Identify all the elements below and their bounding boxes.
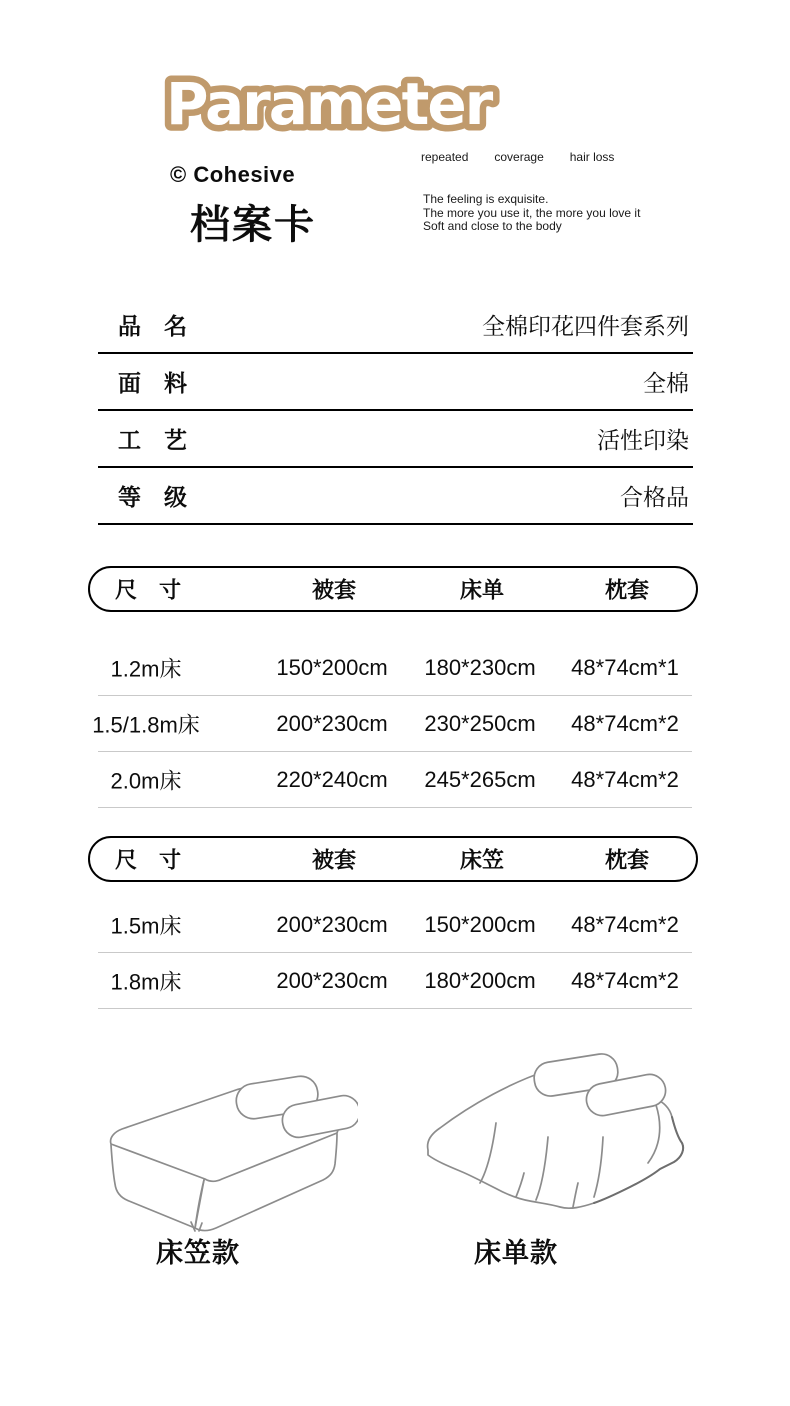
cell-sheet-size: 245*265cm [424, 767, 536, 792]
spec-label: 面 料 [118, 370, 187, 396]
tagline-line: The more you use it, the more you love it [423, 205, 641, 220]
spec-value: 全棉印花四件套系列 [482, 313, 689, 339]
spec-row-grade [98, 468, 693, 525]
cell-sheet-size: 180*230cm [424, 655, 536, 680]
keyword: hair loss [569, 150, 615, 164]
row-divider [98, 807, 692, 808]
column-header-fitted-sheet: 床笠 [459, 847, 505, 873]
parameter-bubble-title [156, 58, 506, 146]
size-table-body [88, 897, 698, 1009]
size-table-body [88, 640, 698, 808]
cell-bed-size: 2.0m床 [110, 768, 182, 794]
size-table-header [88, 566, 698, 612]
figure-caption-flat-sheet: 床单款 [474, 1238, 558, 1268]
row-divider [98, 1008, 692, 1009]
page-title: Parameter [166, 70, 492, 138]
cell-pillow-size: 48*74cm*1 [571, 655, 679, 680]
column-header-duvet-cover: 被套 [311, 847, 357, 873]
spec-value: 合格品 [620, 484, 689, 510]
table-row [88, 953, 698, 1009]
column-header-size: 尺 寸 [114, 847, 182, 873]
cell-duvet-size: 200*230cm [276, 968, 388, 993]
fitted-sheet-bed-illustration [93, 1068, 358, 1238]
cell-pillow-size: 48*74cm*2 [571, 912, 679, 937]
card-name-heading: 档案卡 [190, 203, 316, 247]
table-row [88, 696, 698, 752]
cell-duvet-size: 220*240cm [276, 767, 388, 792]
flat-sheet-bed-illustration [398, 1045, 698, 1230]
spec-row-craft [98, 411, 693, 468]
figure-caption-fitted-sheet: 床笠款 [156, 1238, 240, 1268]
cell-pillow-size: 48*74cm*2 [571, 968, 679, 993]
spec-label: 等 级 [118, 484, 187, 510]
cell-bed-size: 1.5/1.8m床 [92, 712, 200, 738]
keyword: repeated [421, 150, 469, 164]
keyword-list [421, 150, 614, 164]
size-table-header [88, 836, 698, 882]
spec-label: 品 名 [118, 313, 187, 339]
tagline [423, 193, 640, 234]
brand-name: © Cohesive [170, 162, 296, 187]
spec-row-fabric [98, 354, 693, 411]
size-table-flat-sheet [88, 566, 698, 808]
column-header-duvet-cover: 被套 [311, 577, 357, 603]
cell-bed-size: 1.8m床 [110, 969, 182, 995]
tagline-line: Soft and close to the body [423, 219, 562, 233]
cell-sheet-size: 150*200cm [424, 912, 536, 937]
column-header-pillowcase: 枕套 [604, 577, 650, 603]
cell-bed-size: 1.2m床 [110, 656, 182, 682]
cell-duvet-size: 150*200cm [276, 655, 388, 680]
cell-duvet-size: 200*230cm [276, 912, 388, 937]
spec-label: 工 艺 [118, 427, 187, 453]
table-row [88, 897, 698, 953]
cell-pillow-size: 48*74cm*2 [571, 767, 679, 792]
spec-list [98, 297, 693, 525]
tagline-line: The feeling is exquisite. [423, 192, 549, 206]
spec-value: 全棉 [643, 370, 689, 396]
column-header-pillowcase: 枕套 [604, 847, 650, 873]
cell-sheet-size: 180*200cm [424, 968, 536, 993]
size-table-fitted-sheet [88, 836, 698, 1009]
spec-value: 活性印染 [597, 427, 689, 453]
column-header-flat-sheet: 床单 [459, 577, 505, 603]
column-header-size: 尺 寸 [114, 577, 182, 603]
cell-pillow-size: 48*74cm*2 [571, 711, 679, 736]
spec-row-product-name [98, 297, 693, 354]
table-row [88, 640, 698, 696]
keyword: coverage [494, 150, 544, 164]
cell-bed-size: 1.5m床 [110, 913, 182, 939]
table-row [88, 752, 698, 808]
cell-duvet-size: 200*230cm [276, 711, 388, 736]
cell-sheet-size: 230*250cm [424, 711, 536, 736]
